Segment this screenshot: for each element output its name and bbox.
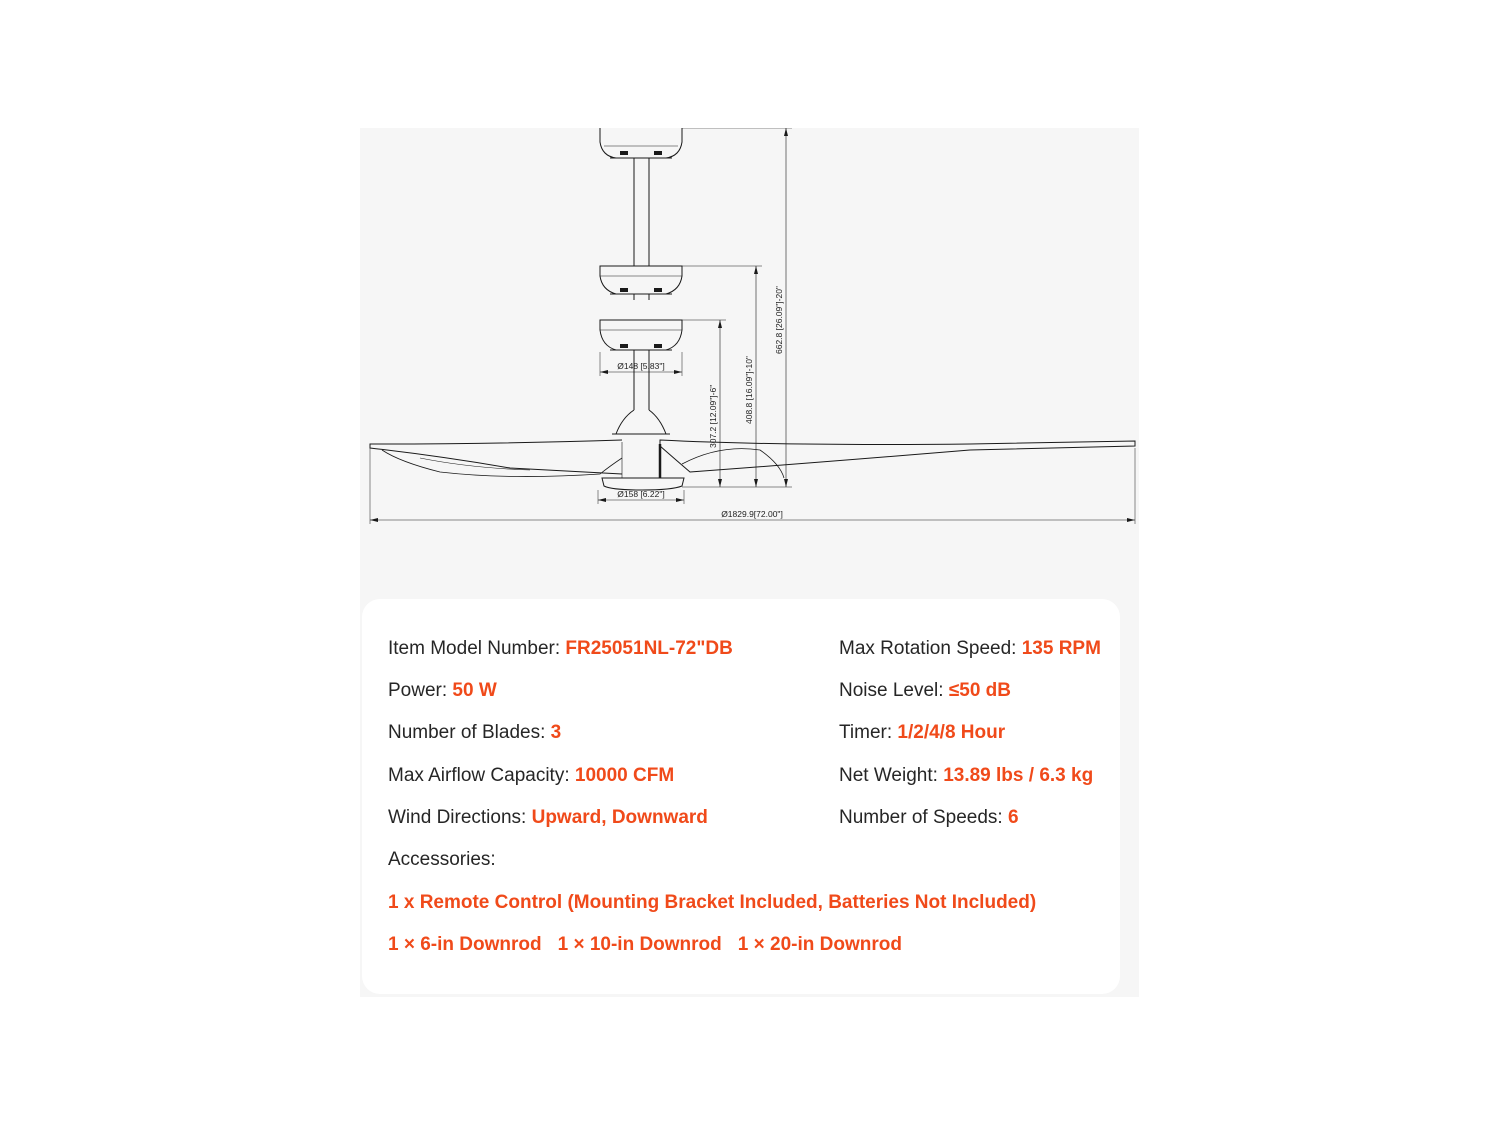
spec-timer: Timer: 1/2/4/8 Hour: [839, 722, 1006, 743]
top-canopy: [600, 128, 682, 158]
dim-mid-height: 408.8 [16.09"]-10": [744, 356, 754, 424]
accessories-label: Accessories:: [388, 849, 496, 870]
spec-noise-level: Noise Level: ≤50 dB: [839, 680, 1012, 701]
spec-model: Item Model Number: FR25051NL-72"DB: [388, 638, 733, 659]
accessory-downrod-20in: 1 × 20-in Downrod: [737, 934, 902, 955]
dim-span: Ø1829.9[72.00"]: [721, 509, 783, 519]
middle-housing: [600, 266, 682, 294]
spec-blades: Number of Blades: 3: [388, 722, 562, 743]
spec-net-weight: Net Weight: 13.89 lbs / 6.3 kg: [839, 765, 1094, 786]
spec-power: Power: 50 W: [388, 680, 497, 701]
accessory-downrod-10in: 1 × 10-in Downrod: [557, 934, 722, 955]
blade-left: [370, 440, 622, 474]
dim-housing-diameter: Ø148 [5.83"]: [617, 361, 665, 371]
accessory-remote-control: 1 x Remote Control (Mounting Bracket Included, Batteries Not Included): [388, 892, 1037, 913]
blade-right: [660, 440, 1135, 472]
spec-wind-directions: Wind Directions: Upward, Downward: [388, 807, 708, 828]
motor-cone: [616, 410, 666, 434]
specs-card: [362, 599, 1120, 994]
accessory-downrod-6in: 1 × 6-in Downrod: [388, 934, 542, 955]
spec-rotation-speed: Max Rotation Speed: 135 RPM: [839, 638, 1101, 659]
dim-short-height: 307.2 [12.09"]-6": [708, 384, 718, 448]
accessory-downrods: [388, 933, 918, 957]
spec-number-of-speeds: Number of Speeds: 6: [839, 807, 1019, 828]
spec-airflow: Max Airflow Capacity: 10000 CFM: [388, 765, 675, 786]
dim-overall-height: 662.8 [26.09"]-20": [774, 286, 784, 354]
lower-housing: [600, 320, 682, 350]
dim-light-diameter: Ø158 [6.22"]: [617, 489, 665, 499]
